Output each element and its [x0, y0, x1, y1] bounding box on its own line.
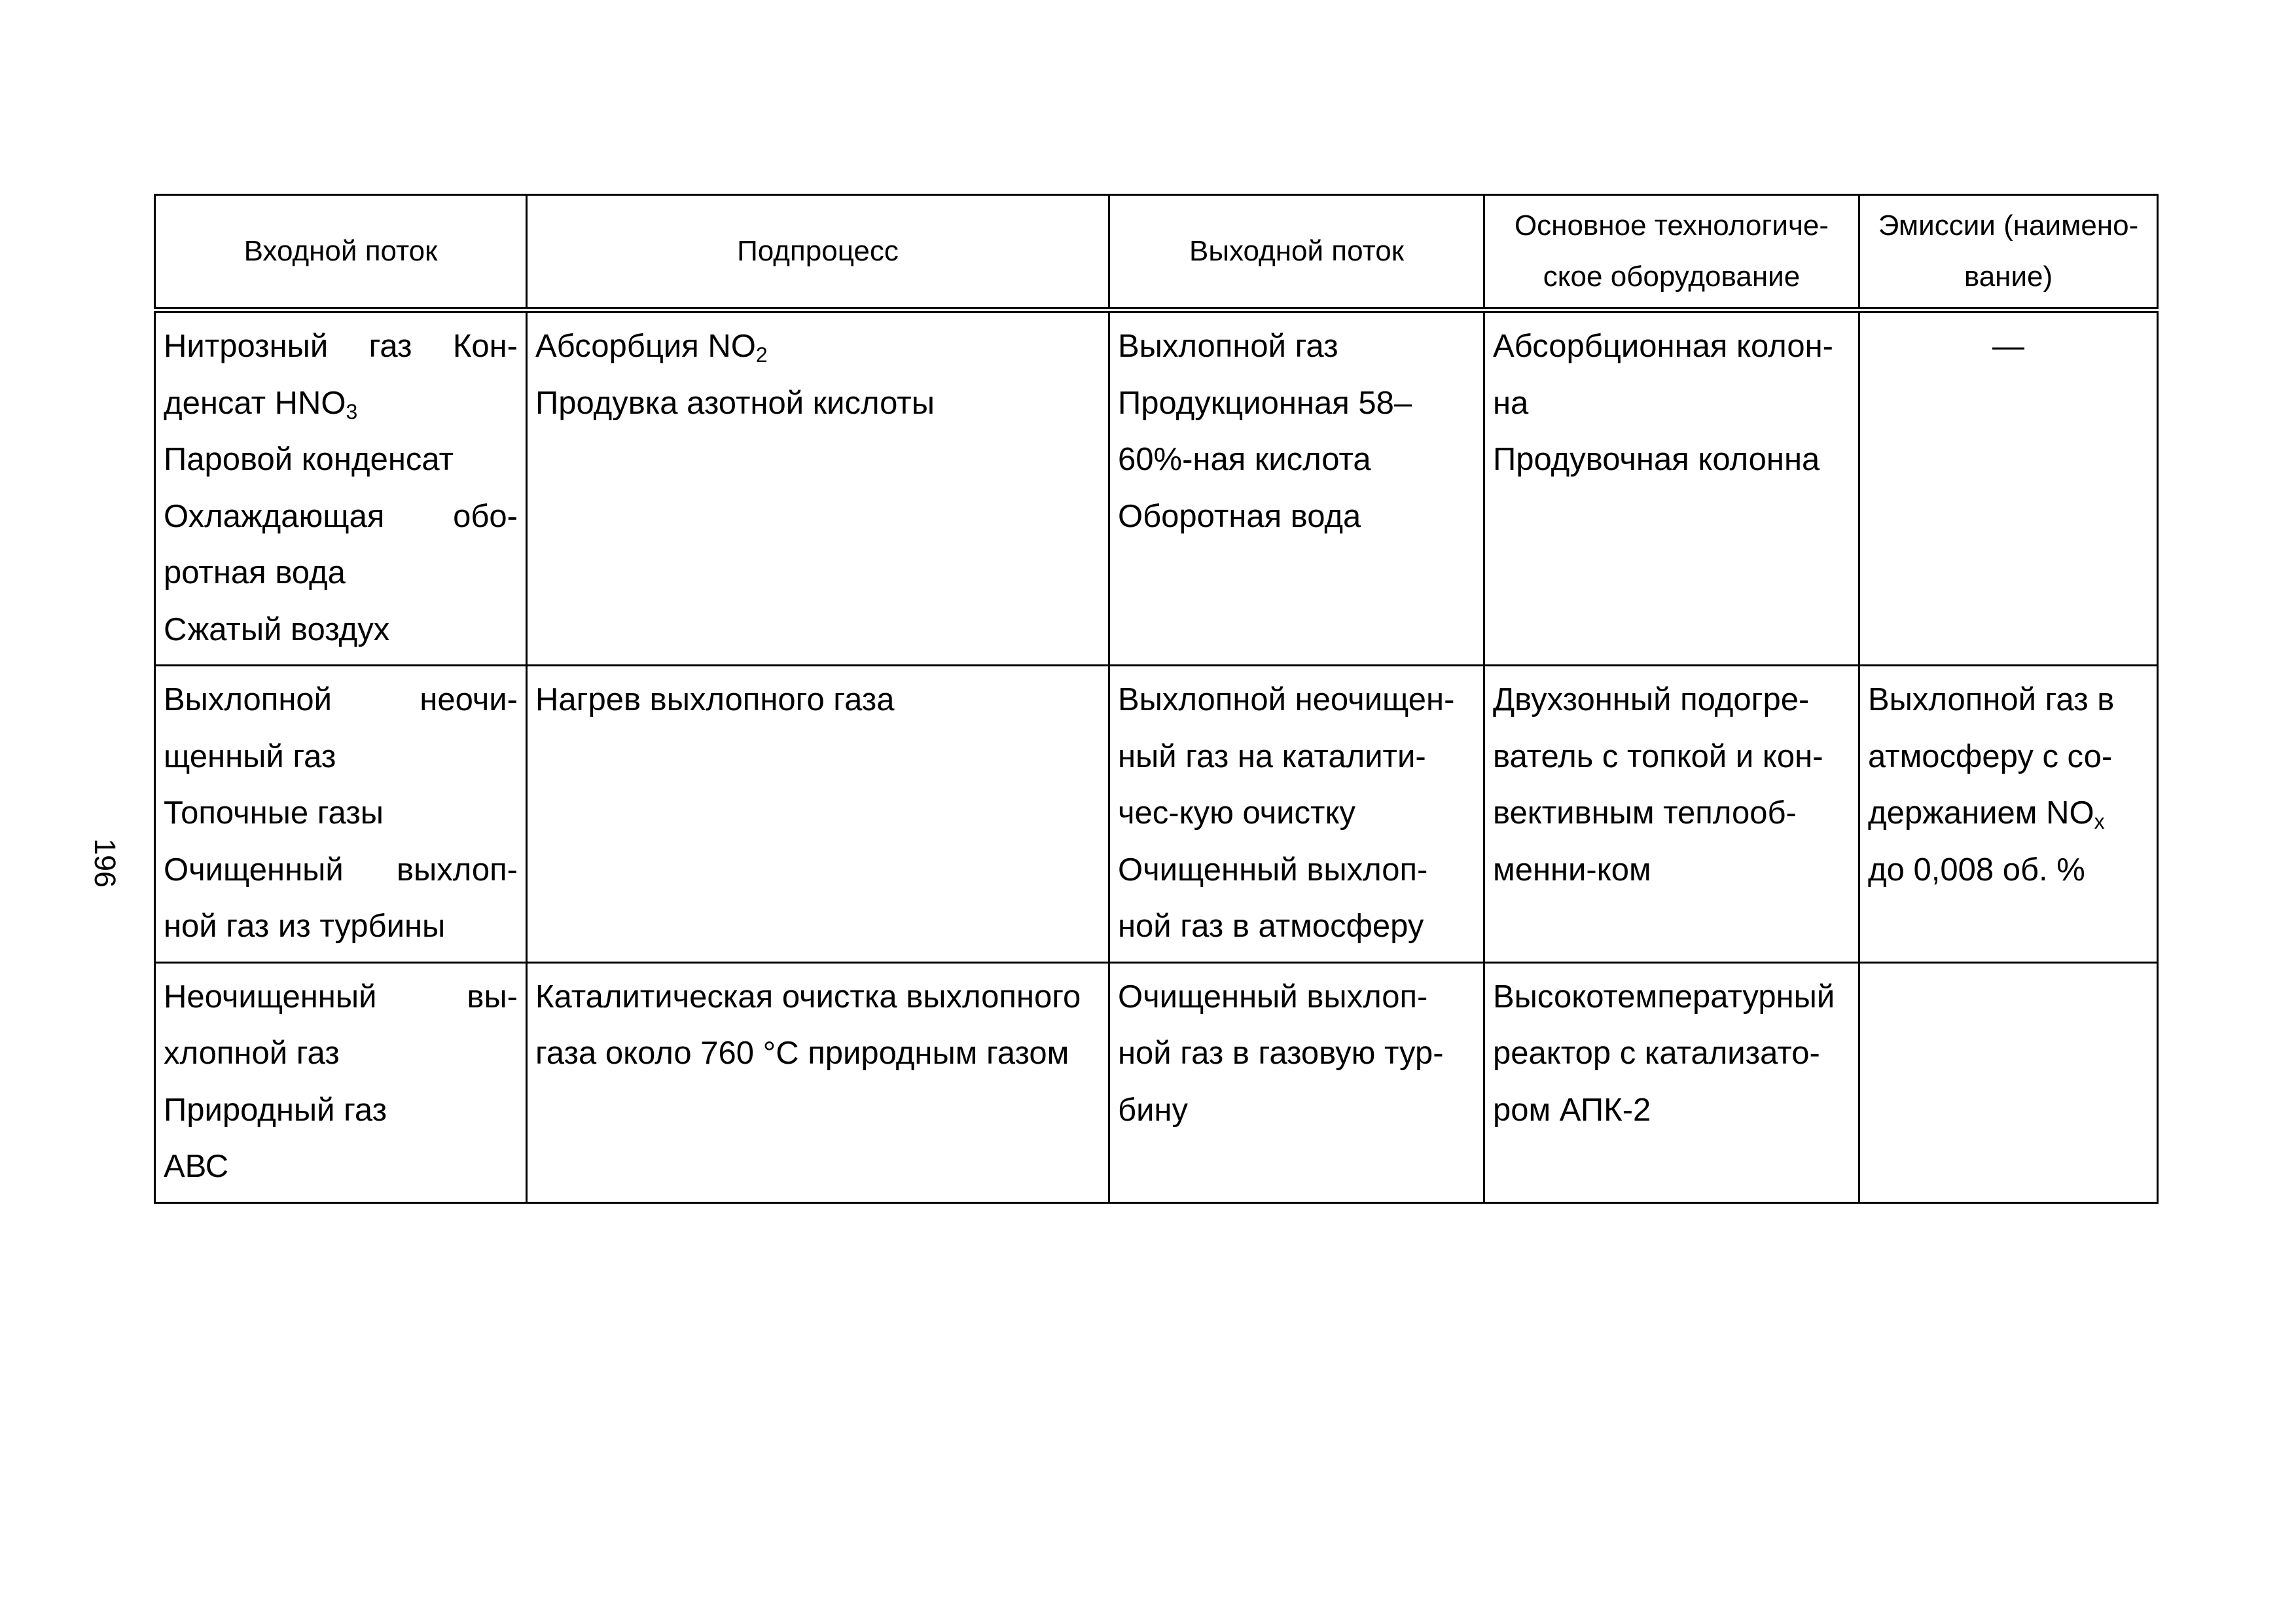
cell-line: чес-кую очистку	[1118, 795, 1355, 831]
cell-line	[164, 488, 518, 545]
cell-line: Паровой конденсат	[164, 442, 454, 477]
cell-line	[164, 375, 518, 432]
cell-line: до 0,008 об. %	[1868, 852, 2085, 888]
cell-line: ный газ на каталити-	[1118, 738, 1426, 774]
cell-line: Каталитическая очистка выхлопного	[535, 979, 1081, 1015]
page-number: 196	[88, 839, 122, 888]
cell-line: АВС	[164, 1149, 229, 1184]
cell-input-flow	[155, 962, 527, 1202]
chem-subscript: 3	[346, 399, 358, 424]
cell-line: Природный газ	[164, 1092, 387, 1128]
cell-line: ной газ в газовую тур-	[1118, 1036, 1444, 1071]
header-subprocess-label: Подпроцесс	[737, 235, 899, 267]
cell-line: хлопной газ	[164, 1036, 340, 1071]
header-input-flow-label: Входной поток	[243, 235, 438, 267]
word: газ	[368, 329, 412, 364]
cell-line: —	[1992, 329, 2024, 364]
word: Нитрозный	[164, 329, 329, 364]
header-emissions-line-2: вание)	[1964, 261, 2053, 293]
cell-line: Нагрев выхлопного газа	[535, 682, 895, 717]
chem-subscript: x	[2094, 810, 2105, 833]
table-header	[155, 195, 2158, 310]
cell-line: ной газ в атмосферу	[1118, 909, 1424, 944]
cell-line: ной газ из турбины	[164, 909, 446, 944]
word: Кон-	[452, 329, 518, 364]
word: Неочищенный	[164, 979, 377, 1015]
cell-input-flow	[155, 310, 527, 666]
table-body	[155, 310, 2158, 1203]
cell-line: вективным теплооб-	[1493, 795, 1797, 831]
cell-line	[164, 318, 518, 375]
chem-text: держанием NO	[1868, 795, 2094, 831]
cell-line: на	[1493, 385, 1529, 421]
cell-line: Очищенный выхлоп-	[1118, 979, 1428, 1015]
cell-line: ватель с топкой и кон-	[1493, 738, 1823, 774]
cell-line	[1868, 785, 2149, 842]
cell-line	[164, 672, 518, 729]
cell-line: Выхлопной неочищен-	[1118, 682, 1455, 717]
header-row	[155, 195, 2158, 310]
cell-subprocess	[527, 962, 1109, 1202]
cell-emissions	[1859, 310, 2158, 666]
cell-line: Выхлопной газ	[1118, 329, 1338, 364]
cell-equipment	[1484, 962, 1859, 1202]
cell-line: Сжатый воздух	[164, 611, 390, 647]
cell-line: Оборотная вода	[1118, 498, 1361, 534]
cell-line: ротная вода	[164, 555, 346, 590]
process-table	[154, 194, 2159, 1204]
cell-line	[535, 318, 1100, 375]
cell-equipment	[1484, 666, 1859, 963]
cell-line: щенный газ	[164, 738, 336, 774]
cell-line: Высокотемпературный	[1493, 979, 1835, 1015]
word: обо-	[453, 498, 518, 534]
cell-subprocess	[527, 310, 1109, 666]
cell-output-flow	[1109, 962, 1484, 1202]
word: неочи-	[420, 682, 518, 717]
header-output-flow-label: Выходной поток	[1189, 235, 1404, 267]
cell-line: Выхлопной газ в	[1868, 682, 2115, 717]
cell-line: реактор с катализато-	[1493, 1036, 1820, 1071]
cell-line	[164, 969, 518, 1026]
cell-line: Топочные газы	[164, 795, 384, 831]
cell-output-flow	[1109, 666, 1484, 963]
cell-emissions	[1859, 666, 2158, 963]
table-row	[155, 666, 2158, 963]
header-equipment	[1484, 195, 1859, 310]
word: Охлаждающая	[164, 498, 385, 534]
header-equipment-line-1: Основное технологиче-	[1514, 209, 1829, 242]
cell-equipment	[1484, 310, 1859, 666]
cell-line: Абсорбционная колон-	[1493, 329, 1833, 364]
cell-line: Двухзонный подогре-	[1493, 682, 1810, 717]
table-row	[155, 310, 2158, 666]
cell-input-flow	[155, 666, 527, 963]
chem-text: Абсорбция NO	[535, 329, 756, 364]
header-subprocess	[527, 195, 1109, 310]
table-row	[155, 962, 2158, 1202]
word: выхлоп-	[397, 852, 518, 888]
cell-line: Продувочная колонна	[1493, 442, 1820, 477]
header-equipment-line-2: ское оборудование	[1543, 261, 1801, 293]
cell-line: менни-ком	[1493, 852, 1651, 888]
cell-line: Очищенный выхлоп-	[1118, 852, 1428, 888]
cell-output-flow	[1109, 310, 1484, 666]
header-emissions-line-1: Эмиссии (наимено-	[1878, 209, 2139, 242]
cell-line: газа около 760 °С природным газом	[535, 1036, 1069, 1071]
header-output-flow	[1109, 195, 1484, 310]
cell-line: ром АПК-2	[1493, 1092, 1651, 1128]
chem-subscript: 2	[755, 343, 768, 367]
header-input-flow	[155, 195, 527, 310]
word: вы-	[467, 979, 518, 1015]
cell-line: атмосферу с со-	[1868, 738, 2113, 774]
word: Выхлопной	[164, 682, 332, 717]
word: Очищенный	[164, 852, 344, 888]
cell-line: 60%-ная кислота	[1118, 442, 1371, 477]
cell-line: Продувка азотной кислоты	[535, 385, 935, 421]
cell-subprocess	[527, 666, 1109, 963]
header-emissions	[1859, 195, 2158, 310]
cell-line: Продукционная 58–	[1118, 385, 1412, 421]
cell-line: бину	[1118, 1092, 1188, 1128]
chem-text: денсат HNO	[164, 385, 346, 421]
cell-emissions	[1859, 962, 2158, 1202]
cell-line	[164, 842, 518, 899]
